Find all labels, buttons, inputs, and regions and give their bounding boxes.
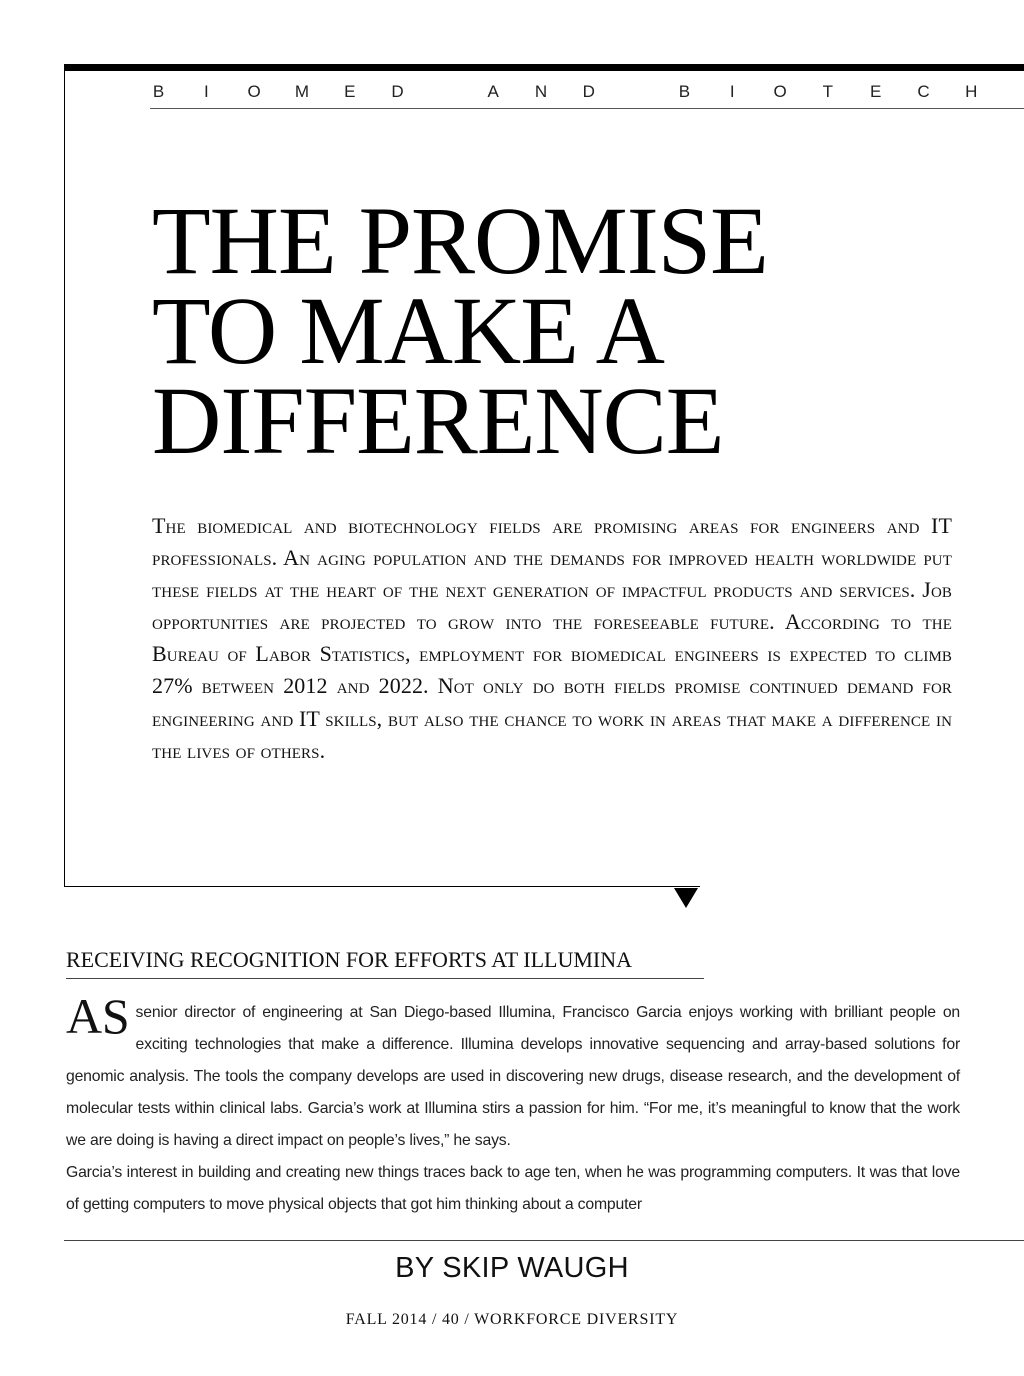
section-label-letter: D: [391, 82, 404, 101]
section-label-letter: B: [678, 82, 691, 101]
article-body: [66, 988, 960, 1221]
title-line-2: TO MAKE A: [152, 277, 664, 384]
footer-rule: [64, 1240, 1024, 1241]
section-label-letter: M: [294, 82, 310, 101]
frame-bottom-rule: [64, 886, 700, 887]
section-label-letter: T: [822, 82, 834, 101]
subhead-underline: [66, 978, 704, 979]
body-paragraph-2: Garcia’s interest in building and creating new things traces back to age ten, when he was programming computers. It was that love of getting computers to move physical objects that got him thinking about a computer: [66, 1164, 960, 1213]
drop-cap: AS: [66, 988, 130, 1044]
section-label-letter: O: [247, 82, 261, 101]
section-label: [150, 80, 980, 104]
section-label-letter: [628, 82, 645, 102]
section-label-letter: O: [773, 82, 787, 101]
section-subhead: RECEIVING RECOGNITION FOR EFFORTS AT ILLUMINA: [66, 947, 633, 972]
body-paragraph-1-text: senior director of engineering at San Diego-based Illumina, Francisco Garcia enjoys working with brilliant people on exciting technologies that make a difference. Illumina develops innovative sequencing and array-based solutions for genomic analysis. The tools the company develops are used in discovering new drugs, disease research, and the development of molecular tests within clinical labs. Garcia’s work at Illumina stirs a passion for him. “For me, it’s meaningful to know that the work we are doing is having a direct impact on people’s lives,” he says.: [66, 1004, 960, 1149]
byline: BY SKIP WAUGH: [395, 1252, 629, 1284]
section-label-letter: E: [344, 82, 356, 101]
page-folio: FALL 2014 / 40 / WORKFORCE DIVERSITY: [345, 1311, 679, 1328]
section-label-letter: C: [917, 82, 930, 101]
title-line-1: THE PROMISE: [152, 187, 768, 294]
section-label-letter: E: [870, 82, 882, 101]
section-label-letter: I: [729, 82, 735, 101]
section-label-letter: D: [582, 82, 595, 101]
frame-top-rule: [64, 64, 1024, 71]
section-label-letter: H: [965, 82, 978, 101]
section-label-rule: [150, 108, 1024, 109]
section-label-letter: N: [534, 82, 548, 101]
body-paragraph-1: [66, 988, 960, 1157]
section-label-letter: [437, 82, 454, 102]
article-deck: The biomedical and biotechnology fields are promising areas for engineers and IT professionals. An aging population and the demands for improved health worldwide put these fields at the heart of the next generation of impactful products and services. Job opportunities are projected to grow into the foreseeable future. According to the Bureau of Labor Statistics, employment for biomedical engineers is expected to climb 27% between 2012 and 2022. Not only do both fields promise continued demand for engineering and IT skills, but also the chance to work in areas that make a difference in the lives of others.: [152, 513, 952, 763]
title-line-3: DIFFERENCE: [152, 367, 724, 474]
article-title: [152, 187, 992, 474]
frame-left-rule: [64, 64, 65, 887]
section-label-letter: A: [487, 82, 499, 101]
section-label-letter: I: [203, 82, 209, 101]
down-triangle-icon: [674, 888, 698, 908]
section-label-letter: B: [152, 82, 165, 101]
